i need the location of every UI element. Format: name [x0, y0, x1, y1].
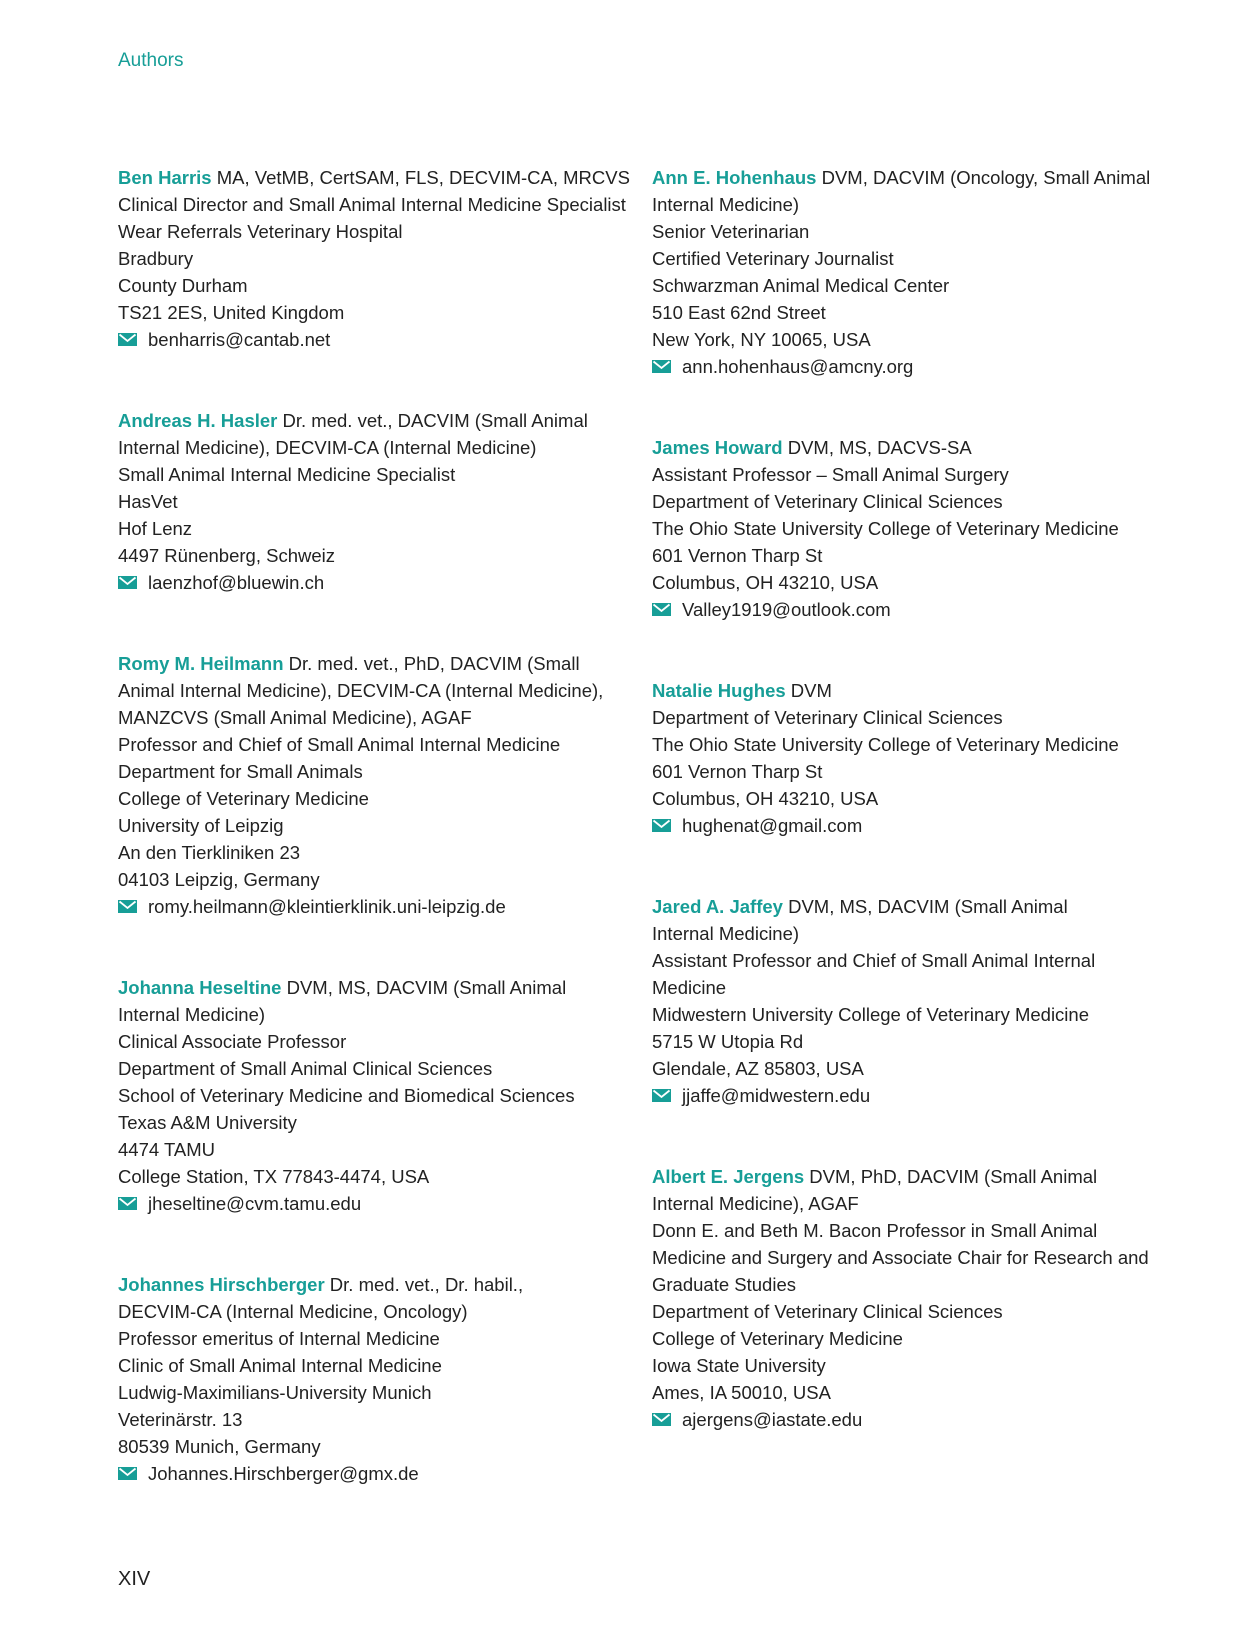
- affiliation-line: DECVIM-CA (Internal Medicine, Oncology): [118, 1301, 468, 1322]
- author-entry: [118, 974, 618, 1217]
- author-name: Romy M. Heilmann: [118, 653, 284, 674]
- author-credentials: DVM, DACVIM (Oncology, Small Animal: [816, 167, 1151, 188]
- author-name: Ben Harris: [118, 167, 212, 188]
- mail-icon: [118, 1467, 137, 1480]
- affiliation-line: Department of Veterinary Clinical Sciences: [652, 491, 1003, 512]
- affiliation-line: The Ohio State University College of Veterinary Medicine: [652, 518, 1119, 539]
- affiliation-line: County Durham: [118, 275, 248, 296]
- affiliation-line: Schwarzman Animal Medical Center: [652, 275, 950, 296]
- affiliation-line: College of Veterinary Medicine: [118, 788, 369, 809]
- author-credentials: DVM, PhD, DACVIM (Small Animal: [804, 1166, 1098, 1187]
- email-link[interactable]: ann.hohenhaus@amcny.org: [682, 356, 914, 377]
- affiliation-line: 601 Vernon Tharp St: [652, 761, 823, 782]
- author-credentials: Dr. med. vet., Dr. habil.,: [324, 1274, 524, 1295]
- mail-icon: [118, 576, 137, 589]
- mail-icon: [652, 1089, 671, 1102]
- author-name: Ann E. Hohenhaus: [652, 167, 817, 188]
- affiliation-line: HasVet: [118, 491, 178, 512]
- email-link[interactable]: Valley1919@outlook.com: [682, 599, 891, 620]
- email-link[interactable]: jheseltine@cvm.tamu.edu: [148, 1193, 362, 1214]
- affiliation-line: Ludwig-Maximilians-University Munich: [118, 1382, 432, 1403]
- mail-icon: [652, 360, 671, 373]
- email-row: [652, 1082, 1172, 1109]
- affiliation-line: Medicine and Surgery and Associate Chair for Research and: [652, 1247, 1149, 1268]
- page-number: XIV: [118, 1568, 151, 1590]
- email-row: [118, 569, 618, 596]
- affiliation-line: College of Veterinary Medicine: [652, 1328, 903, 1349]
- affiliation-line: Glendale, AZ 85803, USA: [652, 1058, 864, 1079]
- affiliation-line: Clinical Associate Professor: [118, 1031, 347, 1052]
- email-row: [652, 812, 1172, 839]
- affiliation-line: 601 Vernon Tharp St: [652, 545, 823, 566]
- affiliation-line: Hof Lenz: [118, 518, 193, 539]
- authors-column-right: [652, 164, 1172, 1487]
- mail-icon: [652, 819, 671, 832]
- author-name: Jared A. Jaffey: [652, 896, 783, 917]
- affiliation-line: An den Tierkliniken 23: [118, 842, 301, 863]
- mail-icon: [652, 1413, 671, 1426]
- affiliation-line: Internal Medicine), AGAF: [652, 1193, 859, 1214]
- author-entry: [652, 164, 1172, 380]
- author-entry: [652, 1163, 1172, 1433]
- affiliation-line: Professor and Chief of Small Animal Internal Medicine: [118, 734, 561, 755]
- affiliation-line: Animal Internal Medicine), DECVIM-CA (Internal Medicine),: [118, 680, 604, 701]
- affiliation-line: Assistant Professor and Chief of Small Animal Internal: [652, 950, 1096, 971]
- affiliation-line: Veterinärstr. 13: [118, 1409, 243, 1430]
- authors-column-left: [118, 164, 630, 1541]
- author-credentials: Dr. med. vet., PhD, DACVIM (Small: [283, 653, 580, 674]
- affiliation-line: Department for Small Animals: [118, 761, 363, 782]
- email-row: [118, 326, 618, 353]
- author-credentials: DVM, MS, DACVIM (Small Animal: [281, 977, 567, 998]
- affiliation-line: Texas A&M University: [118, 1112, 297, 1133]
- author-heading: [652, 677, 1172, 704]
- email-link[interactable]: jjaffe@midwestern.edu: [682, 1085, 871, 1106]
- affiliation-line: Internal Medicine): [652, 923, 800, 944]
- email-link[interactable]: benharris@cantab.net: [148, 329, 331, 350]
- email-link[interactable]: laenzhof@bluewin.ch: [148, 572, 325, 593]
- email-row: [118, 893, 618, 920]
- section-title: Authors: [118, 50, 184, 71]
- author-heading: [652, 893, 1172, 920]
- affiliation-line: 510 East 62nd Street: [652, 302, 826, 323]
- author-heading: [652, 1163, 1172, 1190]
- affiliation-line: Internal Medicine): [652, 194, 800, 215]
- affiliation-line: Assistant Professor – Small Animal Surgery: [652, 464, 1009, 485]
- email-link[interactable]: ajergens@iastate.edu: [682, 1409, 863, 1430]
- affiliation-line: Department of Veterinary Clinical Sciences: [652, 1301, 1003, 1322]
- author-heading: [118, 1271, 618, 1298]
- affiliation-line: MANZCVS (Small Animal Medicine), AGAF: [118, 707, 472, 728]
- affiliation-line: 4474 TAMU: [118, 1139, 215, 1160]
- affiliation-line: Midwestern University College of Veterinary Medicine: [652, 1004, 1089, 1025]
- affiliation-line: 04103 Leipzig, Germany: [118, 869, 320, 890]
- affiliation-line: Graduate Studies: [652, 1274, 796, 1295]
- affiliation-line: Iowa State University: [652, 1355, 826, 1376]
- email-row: [652, 596, 1172, 623]
- mail-icon: [118, 1197, 137, 1210]
- affiliation-line: School of Veterinary Medicine and Biomedical Sciences: [118, 1085, 575, 1106]
- author-name: Johanna Heseltine: [118, 977, 282, 998]
- affiliation-line: Bradbury: [118, 248, 194, 269]
- author-name: James Howard: [652, 437, 783, 458]
- author-name: Andreas H. Hasler: [118, 410, 278, 431]
- author-name: Johannes Hirschberger: [118, 1274, 325, 1295]
- affiliation-line: Wear Referrals Veterinary Hospital: [118, 221, 403, 242]
- author-heading: [652, 434, 1172, 461]
- affiliation-line: 5715 W Utopia Rd: [652, 1031, 804, 1052]
- affiliation-line: The Ohio State University College of Veterinary Medicine: [652, 734, 1119, 755]
- author-entry: [652, 893, 1172, 1109]
- affiliation-line: New York, NY 10065, USA: [652, 329, 871, 350]
- affiliation-line: University of Leipzig: [118, 815, 284, 836]
- author-credentials: Dr. med. vet., DACVIM (Small Animal: [277, 410, 588, 431]
- email-link[interactable]: hughenat@gmail.com: [682, 815, 863, 836]
- author-credentials: DVM, MS, DACVIM (Small Animal: [782, 896, 1068, 917]
- author-entry: [652, 434, 1172, 623]
- affiliation-line: Internal Medicine): [118, 1004, 266, 1025]
- email-row: [118, 1190, 618, 1217]
- author-name: Natalie Hughes: [652, 680, 786, 701]
- affiliation-line: Ames, IA 50010, USA: [652, 1382, 831, 1403]
- affiliation-line: 4497 Rünenberg, Schweiz: [118, 545, 336, 566]
- mail-icon: [652, 603, 671, 616]
- author-credentials: DVM, MS, DACVS-SA: [782, 437, 972, 458]
- mail-icon: [118, 333, 137, 346]
- affiliation-line: Professor emeritus of Internal Medicine: [118, 1328, 440, 1349]
- author-entry: [118, 650, 618, 920]
- affiliation-line: Department of Veterinary Clinical Sciences: [652, 707, 1003, 728]
- author-credentials: MA, VetMB, CertSAM, FLS, DECVIM-CA, MRCVS: [211, 167, 630, 188]
- author-entry: [118, 407, 618, 596]
- email-row: [118, 1460, 618, 1487]
- affiliation-line: Donn E. and Beth M. Bacon Professor in Small Animal: [652, 1220, 1098, 1241]
- author-credentials: DVM: [785, 680, 832, 701]
- author-entry: [652, 677, 1172, 839]
- affiliation-line: Senior Veterinarian: [652, 221, 810, 242]
- affiliation-line: Clinic of Small Animal Internal Medicine: [118, 1355, 442, 1376]
- author-heading: [118, 164, 630, 191]
- affiliation-line: Internal Medicine), DECVIM-CA (Internal Medicine): [118, 437, 537, 458]
- affiliation-line: TS21 2ES, United Kingdom: [118, 302, 345, 323]
- affiliation-line: 80539 Munich, Germany: [118, 1436, 321, 1457]
- author-heading: [118, 407, 618, 434]
- affiliation-line: Columbus, OH 43210, USA: [652, 572, 879, 593]
- author-name: Albert E. Jergens: [652, 1166, 805, 1187]
- affiliation-line: Department of Small Animal Clinical Sciences: [118, 1058, 493, 1079]
- affiliation-line: Clinical Director and Small Animal Internal Medicine Specialist: [118, 194, 626, 215]
- affiliation-line: Certified Veterinary Journalist: [652, 248, 894, 269]
- author-entry: [118, 164, 630, 353]
- author-entry: [118, 1271, 618, 1487]
- email-link[interactable]: Johannes.Hirschberger@gmx.de: [148, 1463, 419, 1484]
- email-row: [652, 1406, 1172, 1433]
- email-row: [652, 353, 1172, 380]
- affiliation-line: Columbus, OH 43210, USA: [652, 788, 879, 809]
- author-heading: [118, 974, 618, 1001]
- affiliation-line: College Station, TX 77843-4474, USA: [118, 1166, 430, 1187]
- author-heading: [652, 164, 1172, 191]
- email-link[interactable]: romy.heilmann@kleintierklinik.uni-leipzig.de: [148, 896, 506, 917]
- affiliation-line: Small Animal Internal Medicine Specialist: [118, 464, 456, 485]
- author-heading: [118, 650, 618, 677]
- mail-icon: [118, 900, 137, 913]
- affiliation-line: Medicine: [652, 977, 727, 998]
